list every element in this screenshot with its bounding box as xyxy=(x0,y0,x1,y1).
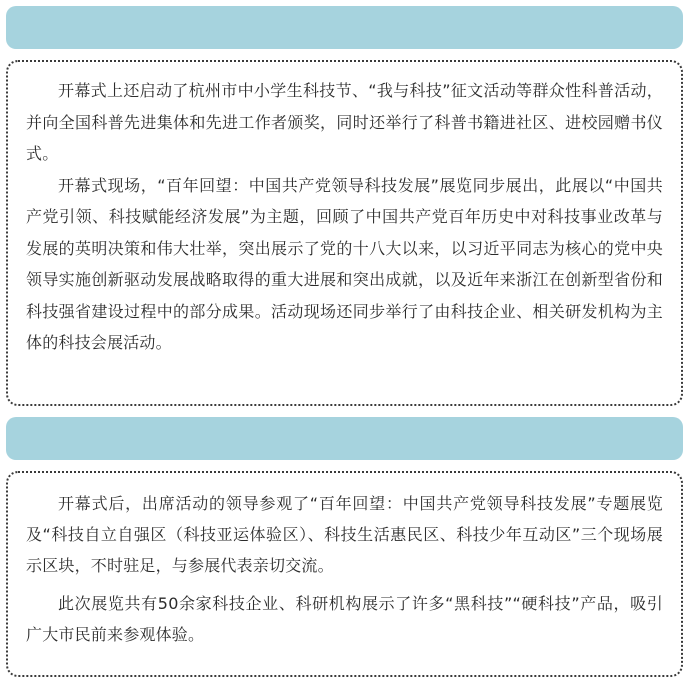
text-box-2 xyxy=(6,471,683,677)
paragraph-opening-activities: 开幕式上还启动了杭州市中小学生科技节、“我与科技”征文活动等群众性科普活动，并向全国科普先进集体和先进工作者颁奖，同时还举行了科普书籍进社区、进校园赠书仪式。 xyxy=(26,81,663,163)
paragraph-exhibitors: 此次展览共有50余家科技企业、科研机构展示了许多“黑科技”“硬科技”产品，吸引广大市民前来参观体验。 xyxy=(26,594,663,644)
section-header-banner-2 xyxy=(6,417,683,460)
paragraph-exhibition-overview: 开幕式现场，“百年回望：中国共产党领导科技发展”展览同步展出，此展以“中国共产党引领、科技赋能经济发展”为主题，回顾了中国共产党百年历史中对科技事业改革与发展的英明决策和伟大壮举，突出展示了党的十八大以来，以习近平同志为核心的党中央领导实施创新驱动发展战略取得的重大进展和突出成就，以及近年来浙江在创新型省份和科技强省建设过程中的部分成果。活动现场还同步举行了由科技企业、相关研发机构为主体的科技会展活动。 xyxy=(26,175,663,352)
paragraph-leaders-visit: 开幕式后，出席活动的领导参观了“百年回望：中国共产党领导科技发展”专题展览及“科技自立自强区（科技亚运体验区）、科技生活惠民区、科技少年互动区”三个现场展示区块，不时驻足，与参展代表亲切交流。 xyxy=(26,494,663,575)
section-header-banner-1 xyxy=(6,6,683,49)
text-box-1 xyxy=(6,60,683,406)
